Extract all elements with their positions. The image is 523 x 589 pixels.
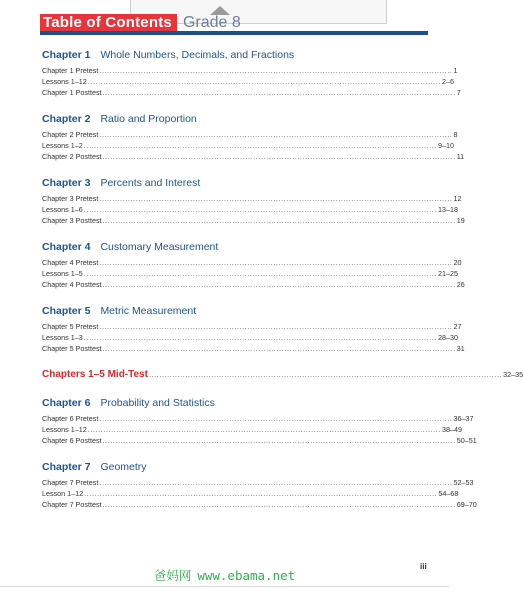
dot-leader: ........................................................................................................................................ bbox=[99, 478, 453, 487]
entry-label: Chapter 5 Posttest bbox=[42, 344, 102, 353]
chapter-number: Chapter 3 bbox=[42, 177, 91, 189]
entry-label: Chapter 1 Pretest bbox=[42, 66, 99, 75]
dot-leader: ........................................................................................................................................ bbox=[102, 436, 456, 445]
dot-leader: ........................................................................................................................................ bbox=[99, 194, 453, 203]
toc-entry[interactable] bbox=[42, 435, 477, 446]
dot-leader: ........................................................................................................................................ bbox=[84, 489, 438, 498]
chapter-section bbox=[42, 460, 477, 510]
toc-entry[interactable] bbox=[42, 215, 465, 226]
dot-leader: ........................................................................................................................................ bbox=[102, 280, 456, 289]
entry-label: Lessons 1–12 bbox=[42, 77, 87, 86]
toc-entry[interactable] bbox=[42, 257, 462, 268]
toc-entry[interactable] bbox=[42, 129, 458, 140]
entry-page: 1 bbox=[453, 66, 458, 75]
toc-entry[interactable] bbox=[42, 499, 477, 510]
toc-entry[interactable] bbox=[42, 65, 458, 76]
entry-label: Chapter 4 Posttest bbox=[42, 280, 102, 289]
entry-page: 11 bbox=[456, 152, 465, 161]
entry-page: 69–70 bbox=[456, 500, 477, 509]
chapter-heading bbox=[42, 396, 334, 410]
dot-leader: ........................................................................................................................................ bbox=[99, 258, 453, 267]
toc-entry[interactable] bbox=[42, 151, 465, 162]
watermark-url: www.ebama.net bbox=[197, 568, 296, 583]
entry-page: 31 bbox=[456, 344, 465, 353]
chapter-title: Customary Measurement bbox=[100, 241, 219, 253]
entry-label: Lesson 1–12 bbox=[42, 489, 84, 498]
watermark-cn: 爸妈网 bbox=[153, 568, 192, 583]
chapter-number: Chapter 7 bbox=[42, 461, 91, 473]
entry-label: Lessons 1–2 bbox=[42, 141, 83, 150]
dot-leader: ........................................................................................................................................ bbox=[102, 88, 456, 97]
toc-entry[interactable] bbox=[42, 477, 474, 488]
entry-label: Chapter 6 Pretest bbox=[42, 414, 99, 423]
chapter-number: Chapter 4 bbox=[42, 241, 91, 253]
entry-page: 7 bbox=[456, 88, 461, 97]
toc-entry[interactable] bbox=[42, 268, 458, 279]
chapter-title: Metric Measurement bbox=[100, 305, 197, 317]
dot-leader: ........................................................................................................................................ bbox=[148, 370, 503, 379]
dot-leader: ........................................................................................................................................ bbox=[83, 269, 437, 278]
watermark bbox=[0, 566, 449, 584]
chapter-heading bbox=[42, 460, 334, 474]
dot-leader: ........................................................................................................................................ bbox=[83, 205, 437, 214]
dot-leader: ........................................................................................................................................ bbox=[102, 500, 456, 509]
chapter-section bbox=[42, 396, 477, 446]
entry-page: 19 bbox=[456, 216, 465, 225]
entry-page: 28–30 bbox=[437, 333, 458, 342]
chapter-number: Chapter 1 bbox=[42, 49, 91, 61]
toc-entry[interactable] bbox=[42, 140, 454, 151]
entry-label: Chapter 3 Pretest bbox=[42, 194, 99, 203]
dot-leader: ........................................................................................................................................ bbox=[83, 141, 437, 150]
midtest-page: 32–35 bbox=[503, 370, 523, 379]
toc-sections bbox=[42, 48, 523, 524]
chapter-title: Geometry bbox=[100, 461, 147, 473]
chapter-section bbox=[42, 48, 461, 98]
dot-leader: ........................................................................................................................................ bbox=[99, 414, 453, 423]
toc-entry[interactable] bbox=[42, 321, 462, 332]
entry-label: Lessons 1–12 bbox=[42, 425, 87, 434]
chapter-title: Whole Numbers, Decimals, and Fractions bbox=[100, 49, 295, 61]
entry-page: 26 bbox=[456, 280, 465, 289]
entry-page: 12 bbox=[453, 194, 462, 203]
chapter-heading bbox=[42, 176, 334, 190]
toc-entry[interactable] bbox=[42, 76, 454, 87]
entry-label: Chapter 7 Posttest bbox=[42, 500, 102, 509]
chapter-number: Chapter 6 bbox=[42, 397, 91, 409]
chapter-section bbox=[42, 112, 465, 162]
entry-page: 13–18 bbox=[437, 205, 458, 214]
entry-label: Chapter 5 Pretest bbox=[42, 322, 99, 331]
grade-label: Grade 8 bbox=[182, 14, 241, 31]
entry-page: 2–6 bbox=[441, 77, 454, 86]
entry-label: Chapter 6 Posttest bbox=[42, 436, 102, 445]
toc-entry[interactable] bbox=[42, 193, 462, 204]
chapter-section bbox=[42, 176, 465, 226]
entry-page: 54–68 bbox=[438, 489, 459, 498]
entry-page: 52–53 bbox=[453, 478, 474, 487]
dot-leader: ........................................................................................................................................ bbox=[83, 333, 437, 342]
dot-leader: ........................................................................................................................................ bbox=[99, 66, 453, 75]
entry-label: Chapter 1 Posttest bbox=[42, 88, 102, 97]
dot-leader: ........................................................................................................................................ bbox=[99, 322, 453, 331]
entry-label: Chapter 4 Pretest bbox=[42, 258, 99, 267]
toc-title: Table of Contents bbox=[40, 14, 177, 31]
midtest-entry[interactable] bbox=[42, 368, 523, 382]
chapter-number: Chapter 5 bbox=[42, 305, 91, 317]
toc-header bbox=[40, 13, 241, 31]
header-rule bbox=[40, 31, 428, 35]
dot-leader: ........................................................................................................................................ bbox=[87, 77, 441, 86]
entry-page: 20 bbox=[453, 258, 462, 267]
dot-leader: ........................................................................................................................................ bbox=[102, 344, 456, 353]
chapter-title: Percents and Interest bbox=[100, 177, 201, 189]
chapter-heading bbox=[42, 112, 334, 126]
entry-label: Lessons 1–6 bbox=[42, 205, 83, 214]
entry-page: 21–25 bbox=[437, 269, 458, 278]
toc-entry[interactable] bbox=[42, 413, 474, 424]
dot-leader: ........................................................................................................................................ bbox=[87, 425, 441, 434]
entry-label: Lessons 1–5 bbox=[42, 269, 83, 278]
toc-entry[interactable] bbox=[42, 204, 458, 215]
entry-page: 9–10 bbox=[437, 141, 454, 150]
chapter-heading bbox=[42, 304, 334, 318]
midtest-label: Chapters 1–5 Mid-Test bbox=[42, 369, 148, 380]
entry-page: 38–49 bbox=[441, 425, 462, 434]
chapter-heading bbox=[42, 240, 334, 254]
toc-entry[interactable] bbox=[42, 279, 465, 290]
toc-entry[interactable] bbox=[42, 343, 465, 354]
entry-page: 27 bbox=[453, 322, 462, 331]
chapter-section bbox=[42, 240, 465, 290]
page-number: iii bbox=[420, 562, 427, 571]
entry-label: Lessons 1–3 bbox=[42, 333, 83, 342]
entry-page: 8 bbox=[453, 130, 458, 139]
dot-leader: ........................................................................................................................................ bbox=[102, 216, 456, 225]
entry-label: Chapter 2 Posttest bbox=[42, 152, 102, 161]
page-bottom-border bbox=[0, 586, 449, 587]
dot-leader: ........................................................................................................................................ bbox=[99, 130, 453, 139]
chapter-section bbox=[42, 304, 465, 354]
entry-page: 36–37 bbox=[453, 414, 474, 423]
toc-entry[interactable] bbox=[42, 87, 461, 98]
entry-label: Chapter 7 Pretest bbox=[42, 478, 99, 487]
dot-leader: ........................................................................................................................................ bbox=[102, 152, 456, 161]
toc-entry[interactable] bbox=[42, 424, 462, 435]
chapter-title: Probability and Statistics bbox=[100, 397, 215, 409]
entry-page: 50–51 bbox=[456, 436, 477, 445]
toc-entry[interactable] bbox=[42, 488, 459, 499]
chapter-heading bbox=[42, 48, 334, 62]
entry-label: Chapter 2 Pretest bbox=[42, 130, 99, 139]
chapter-number: Chapter 2 bbox=[42, 113, 91, 125]
toc-entry[interactable] bbox=[42, 332, 458, 343]
entry-label: Chapter 3 Posttest bbox=[42, 216, 102, 225]
chapter-title: Ratio and Proportion bbox=[100, 113, 197, 125]
